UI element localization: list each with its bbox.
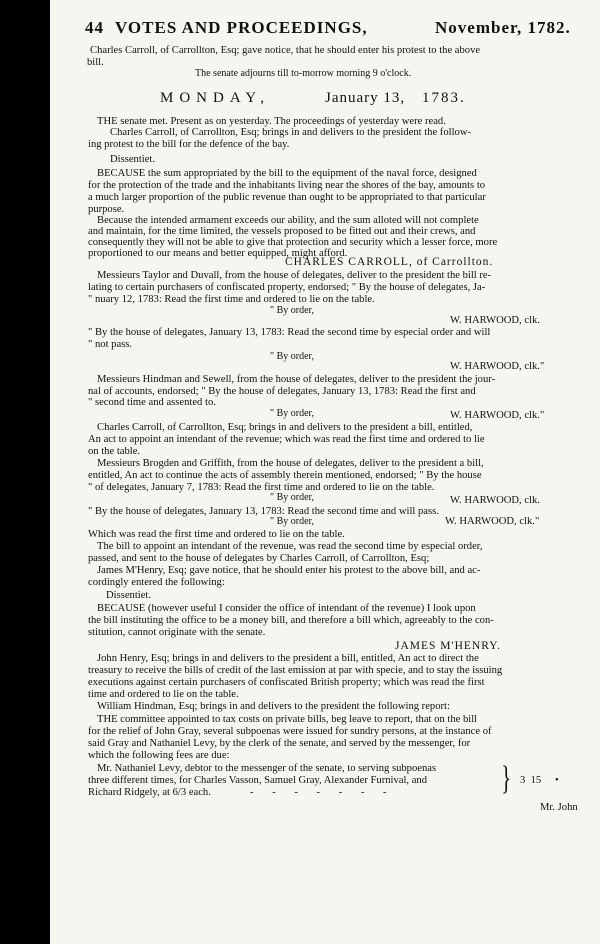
heading-date: January 13,	[325, 90, 406, 106]
text-line: " second time and assented to.	[88, 397, 216, 408]
text-line: " By order,	[270, 516, 314, 527]
text-line: " not pass.	[88, 339, 133, 350]
clerk-signature: W. HARWOOD, clk.	[450, 495, 540, 506]
text-line: executions against certain purchasers of confiscated British property; which was read the first	[88, 677, 485, 688]
text-line: THE committee appointed to tax costs on private bills, beg leave to report, that on the bill	[97, 714, 478, 725]
running-title: VOTES AND PROCEEDINGS,	[115, 18, 368, 37]
clerk-signature: W. HARWOOD, clk.	[450, 315, 540, 326]
text-line: time and ordered to lie on the table.	[88, 689, 239, 700]
text-line: The senate adjourns till to-morrow morning 9 o'clock.	[195, 68, 412, 79]
clerk-signature: W. HARWOOD, clk."	[450, 410, 545, 421]
running-date: November, 1782.	[435, 18, 571, 37]
text-line: Messieurs Hindman and Sewell, from the house of delegates, deliver to the president the jour-	[97, 374, 496, 385]
text-line: and maintain, for the time limited, the vessels proposed to be fitted out and their crews, and	[88, 226, 476, 237]
text-line: Richard Ridgely, at 6/3 each.	[88, 787, 211, 798]
text-line: for the relief of John Gray, several subpoenas were issued for sundry persons, at the instance of	[88, 726, 492, 737]
text-line: BECAUSE (however useful I consider the office of intendant of the revenue) I look upon	[97, 603, 476, 614]
text-line: Charles Carroll, of Carrollton, Esq; brings in and delivers to the president the follow-	[110, 127, 471, 138]
text-line: lating to certain purchasers of confiscated property, endorsed; " By the house of delegates, Ja-	[88, 282, 486, 293]
text-line: Which was read the first time and ordered to lie on the table.	[88, 529, 345, 540]
text-line: Mr. Nathaniel Levy, debtor to the messenger of the senate, to serving subpoenas	[97, 763, 437, 774]
text-line: BECAUSE the sum appropriated by the bill to the equipment of the naval force, designed	[97, 168, 477, 179]
text-line: " By order,	[270, 305, 314, 316]
text-line: entitled, An act to continue the acts of assembly therein mentioned, endorsed; " By the house	[88, 470, 482, 481]
text-line: " By order,	[270, 492, 314, 503]
text-line: a much larger proportion of the public revenue than ought to be appropriated to that particular	[88, 192, 486, 203]
text-line: which the following fees are due:	[88, 750, 230, 761]
text-line: for the protection of the trade and the inhabitants living near the shores of the bay, amounts to	[88, 180, 486, 191]
text-line: James M'Henry, Esq; gave notice, that he should enter his protest to the above bill, and ac-	[97, 565, 481, 576]
text-line: Dissentiet.	[110, 154, 156, 165]
text-line: " nuary 12, 1783: Read the first time and ordered to lie on the table.	[88, 294, 375, 305]
document-page	[50, 0, 600, 944]
heading-day: MONDAY,	[160, 90, 270, 106]
signature-mchenry: JAMES M'HENRY.	[395, 640, 501, 652]
text-line: purpose.	[88, 204, 125, 215]
text-line: " By the house of delegates, January 13, 1783: Read the second time and will pass.	[88, 506, 439, 517]
text-line: proportioned to our means and better equipped, might afford.	[88, 248, 348, 259]
leader-dashes: - - - - - - -	[250, 787, 395, 798]
text-line: The bill to appoint an intendant of the revenue, was read the second time by especial order,	[97, 541, 483, 552]
text-line: treasury to receive the bills of credit of the last emission at par with specie, and to stay the issuing	[88, 665, 503, 676]
text-line: ing protest to the bill for the defence of the bay.	[88, 139, 290, 150]
text-line: " By the house of delegates, January 13, 1783: Read the second time by especial order and will	[88, 327, 491, 338]
text-line: passed, and sent to the house of delegates by Charles Carroll, of Carrollton, Esq;	[88, 553, 430, 564]
bullet-icon: •	[555, 775, 559, 786]
text-line: THE senate met. Present as on yesterday. The proceedings of yesterday were read.	[97, 116, 446, 127]
text-line: stitution, cannot originate with the senate.	[88, 627, 266, 638]
text-line: Charles Carroll, of Carrollton, Esq; brings in and delivers to the president a bill, entitled,	[97, 422, 473, 433]
text-line: consequently they will not be able to give that protection and security which a lesser force, more	[88, 237, 498, 248]
text-line: Dissentiet.	[106, 590, 152, 601]
text-line: Messieurs Taylor and Duvall, from the house of delegates, deliver to the president the bill re-	[97, 270, 492, 281]
heading-year: 1783.	[422, 90, 466, 106]
text-line: cordingly entered the following:	[88, 577, 225, 588]
text-line: the bill instituting the office to be a money bill, and therefore a bill which, agreeably to the con-	[88, 615, 494, 626]
clerk-signature: W. HARWOOD, clk."	[450, 361, 545, 372]
text-line: three different times, for Charles Vasson, Samuel Gray, Alexander Furnival, and	[88, 775, 428, 786]
text-line: bill.	[87, 57, 104, 68]
signature-carroll: CHARLES CARROLL, of Carrollton.	[285, 256, 494, 268]
text-line: " By order,	[270, 408, 314, 419]
text-line: on the table.	[88, 446, 141, 457]
text-line: said Gray and Nathaniel Levy, by the clerk of the senate, and served by the messenger, for	[88, 738, 471, 749]
page-number: 44	[85, 18, 104, 37]
text-line: John Henry, Esq; brings in and delivers to the president a bill, entitled, An act to direct the	[97, 653, 479, 664]
text-line: Messieurs Brogden and Griffith, from the house of delegates, deliver to the president a bill,	[97, 458, 484, 469]
text-line: An act to appoint an intendant of the revenue; which was read the first time and ordered to lie	[88, 434, 485, 445]
catchword: Mr. John	[540, 802, 578, 813]
text-line: Because the intended armament exceeds our ability, and the sum alloted will not complete	[97, 215, 479, 226]
clerk-signature: W. HARWOOD, clk."	[445, 516, 540, 527]
text-line: William Hindman, Esq; brings in and delivers to the president the following report:	[97, 701, 450, 712]
brace-icon: }	[501, 760, 512, 797]
text-line: nal of accounts, endorsed; " By the house of delegates, January 13, 1783: Read the first and	[88, 386, 476, 397]
text-line: Charles Carroll, of Carrollton, Esq; gave notice, that he should enter his protest to the above	[90, 45, 481, 56]
text-line: " of delegates, January 7, 1783: Read the first time and ordered to lie on the table.	[88, 482, 435, 493]
fee-amount: 3 15	[520, 775, 542, 786]
text-line: " By order,	[270, 351, 314, 362]
